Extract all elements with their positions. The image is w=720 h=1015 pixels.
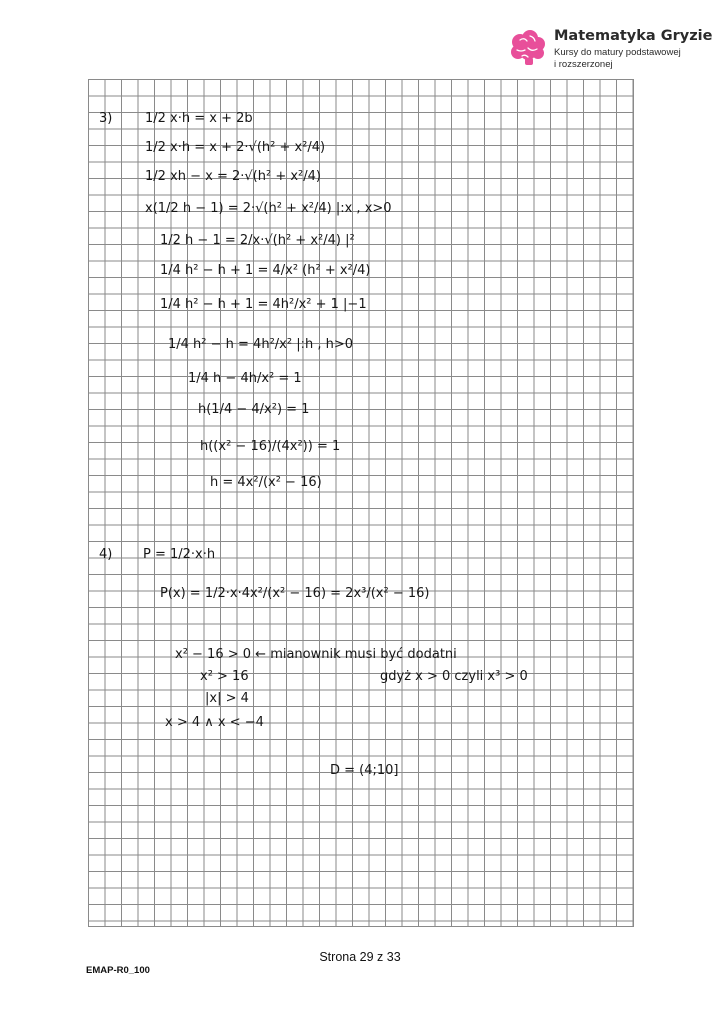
part4-line-7: x > 4 ∧ x < −4 (165, 715, 264, 730)
logo-subtitle-line1: Kursy do matury podstawowej (554, 47, 681, 58)
part4-line-4: gdyż x > 0 czyli x³ > 0 (380, 669, 528, 684)
part3-line-6: 1/4 h² − h + 1 = 4/x² (h² + x²/4) (160, 263, 371, 278)
part4-line-6: |x| > 4 (205, 691, 249, 706)
part4-line-8: D = (4;10] (330, 763, 399, 778)
part3-line-7: 1/4 h² − h + 1 = 4h²/x² + 1 |−1 (160, 297, 367, 312)
part4-line-5: x² > 16 (200, 669, 249, 684)
part3 (99, 111, 392, 490)
part3-line-1: 1/2 x·h = x + 2b (145, 111, 253, 126)
part4-label: 4) (99, 547, 113, 562)
page-number: Strona 29 z 33 (319, 950, 401, 964)
part3-line-9: 1/4 h − 4h/x² = 1 (188, 371, 302, 386)
part4-line-3: x² − 16 > 0 ← mianownik musi być dodatni (175, 647, 457, 662)
part4-line-1: P = 1/2·x·h (143, 547, 216, 562)
part3-line-3: 1/2 xh − x = 2·√(h² + x²/4) (145, 169, 321, 184)
part3-line-4: x(1/2 h − 1) = 2·√(h² + x²/4) |:x , x>0 (145, 201, 392, 216)
part3-label: 3) (99, 111, 113, 126)
part3-line-8: 1/4 h² − h = 4h²/x² |:h , h>0 (168, 337, 353, 352)
part3-line-5: 1/2 h − 1 = 2/x·√(h² + x²/4) |² (160, 233, 355, 248)
part3-line-12: h = 4x²/(x² − 16) (210, 475, 322, 490)
logo-title: Matematyka Gryzie (554, 28, 713, 44)
document-code: EMAP-R0_100 (86, 965, 150, 976)
logo-subtitle-line2: i rozszerzonej (554, 59, 613, 70)
part3-line-11: h((x² − 16)/(4x²)) = 1 (200, 439, 341, 454)
part3-line-10: h(1/4 − 4/x²) = 1 (198, 402, 310, 417)
part3-line-2: 1/2 x·h = x + 2·√(h² + x²/4) (145, 140, 326, 155)
part4 (99, 547, 528, 778)
part4-line-2: P(x) = 1/2·x·4x²/(x² − 16) = 2x³/(x² − 16) (160, 586, 430, 601)
